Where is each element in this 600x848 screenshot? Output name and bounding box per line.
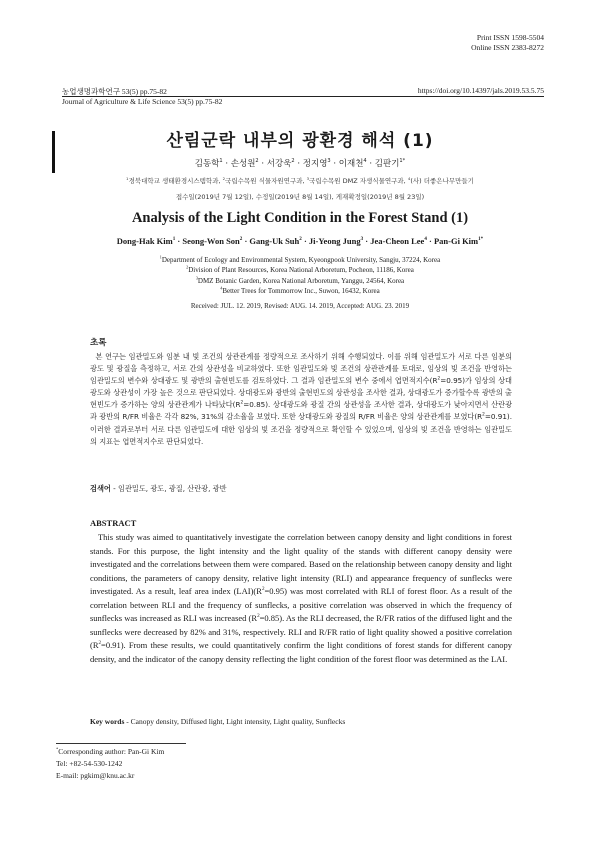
author-superscript: 2 xyxy=(291,158,295,165)
author-superscript: 1* xyxy=(478,236,484,243)
author-name: Jea-Cheon Lee xyxy=(370,236,425,246)
superscript: 2 xyxy=(261,586,265,593)
affiliation-number: 1 xyxy=(126,175,129,181)
author-superscript: 1 xyxy=(172,236,176,243)
affiliation-text: 국립수목원 식물자원연구과, xyxy=(225,177,307,185)
english-affiliations xyxy=(0,255,600,296)
author-name: 서강욱 xyxy=(266,159,292,169)
author-superscript: 2 xyxy=(239,236,243,243)
keywords-text: - Canopy density, Diffused light, Light intensity, Light quality, Sunflecks xyxy=(124,717,346,726)
author-superscript: 2 xyxy=(299,236,302,243)
keywords-text: - 임관밀도, 광도, 광질, 산란광, 광반 xyxy=(110,484,227,493)
author-name: Seong-Won Son xyxy=(182,236,240,246)
author-separator: · xyxy=(297,159,301,169)
superscript: 2 xyxy=(482,413,485,419)
author-name: Gang-Uk Suh xyxy=(249,236,300,246)
affiliation-number: 1 xyxy=(159,254,162,260)
affiliation-line xyxy=(0,255,600,265)
affiliation-number: 2 xyxy=(222,175,226,181)
footnote-author: Corresponding author: Pan-Gi Kim xyxy=(58,747,165,756)
author-superscript: 2 xyxy=(255,158,259,165)
affiliation-text: DMZ Botanic Garden, Korea National Arboretum, Yanggu, 24564, Korea xyxy=(197,276,405,285)
keywords-label: 검색어 xyxy=(90,484,111,493)
issn-block xyxy=(471,33,544,53)
abstract-text: =0.85). As the RLI decreased, the R/FR ratios of the diffused light and the sunflecks were decreased by 82% and 31%, respectively. RLI and R/FR ratio of light quality showed a positive correlation (R xyxy=(90,613,512,650)
affiliation-number: 4 xyxy=(220,285,223,291)
author-superscript: 1* xyxy=(399,158,406,165)
abstract-text: =0.95)가 임상의 상대광도와 상관성이 가장 높은 것으로 판단되었다. 상대광도와 광반의 출현빈도의 상관성을 조사한 결과, 상대광도가 증가할수록 광반의 출현빈도가 증가하는 양의 상관관계가 나타났다(R xyxy=(90,376,512,410)
korean-dates: 접수일(2019년 7월 12일), 수정일(2019년 8월 14일), 게재확정일(2019년 8월 23일) xyxy=(175,193,425,201)
footnote-rule xyxy=(56,743,186,744)
author-name: 손성원 xyxy=(230,159,256,169)
online-issn: Online ISSN 2383-8272 xyxy=(471,43,544,52)
author-separator: · xyxy=(365,236,369,246)
author-name: 김동학 xyxy=(194,159,220,169)
superscript: 2 xyxy=(437,376,441,382)
author-separator: · xyxy=(244,236,248,246)
author-separator: · xyxy=(333,159,337,169)
abstract-text: =0.91). From these results, we could quantitatively confirm the light conditions of forest stands for different canopy density, and the indicator of the canopy density reflecting the light condition of the forest floor was determined as the LAI. xyxy=(90,640,512,664)
author-separator: · xyxy=(369,159,373,169)
superscript: 2 xyxy=(240,400,244,406)
author-separator: · xyxy=(429,236,432,246)
affiliation-text: Department of Ecology and Environmental System, Kyeongpook University, Sangju, 37224, Korea xyxy=(161,256,441,264)
author-superscript: 3 xyxy=(360,236,364,243)
english-abstract-body xyxy=(90,531,512,666)
author-name: 이재천 xyxy=(338,159,364,169)
affiliation-number: 4 xyxy=(407,175,411,181)
affiliation-number: 2 xyxy=(186,264,189,270)
keywords-label: Key words xyxy=(90,717,125,726)
affiliation-line xyxy=(0,286,600,296)
english-abstract-heading: ABSTRACT xyxy=(90,518,137,528)
author-separator: · xyxy=(225,159,229,169)
author-name: 정지영 xyxy=(302,159,328,169)
korean-authors xyxy=(0,157,600,169)
affiliation-line xyxy=(0,276,600,286)
affiliation-text: (사) 더좋은나무만들기 xyxy=(410,177,474,185)
english-dates: Received: JUL. 12. 2019, Revised: AUG. 14. 2019, Accepted: AUG. 23. 2019 xyxy=(190,302,410,310)
author-name: 김판기 xyxy=(374,159,400,169)
affiliation-text: Better Trees for Tommorrow Inc., Suwon, 16432, Korea xyxy=(222,286,380,295)
english-keywords xyxy=(90,717,345,726)
author-separator: · xyxy=(177,236,181,246)
korean-title: 산림군락 내부의 광환경 해석 (1) xyxy=(166,131,434,151)
affiliation-text: Division of Plant Resources, Korea National Arboretum, Pocheon, 11186, Korea xyxy=(188,266,414,275)
korean-affiliations xyxy=(0,176,600,185)
author-separator: · xyxy=(303,236,307,246)
abstract-text: =0.91). 이러한 결과로부터 서로 다른 임관밀도에 대한 임상의 빛 조건을 정량적으로 확인할 수 있었으며, 임상의 빛 조건을 반영하는 임관밀도의 지표는 엽면적지수로 판단되었다. xyxy=(90,412,512,446)
author-superscript: 4 xyxy=(363,158,367,165)
affiliation-number: 3 xyxy=(195,275,198,281)
superscript: 2 xyxy=(98,640,102,647)
abstract-text: This study was aimed to quantitatively investigate the correlation between canopy density and light conditions in forest stands. For this purpose, the light intensity and the light quality of the stands with different canopy density were investigated and the correlations between them were compared. Based on the relationship between canopy density and light conditions, the parameters of canopy density, relative light intensity (RLI) and appearance frequency of sunflecks were investigated. As a result, leaf area index (LAI)(R xyxy=(90,532,512,596)
author-separator: · xyxy=(261,159,265,169)
korean-keywords xyxy=(90,484,227,494)
korean-abstract-heading: 초록 xyxy=(90,338,107,348)
author-name: Pan-Gi Kim xyxy=(433,236,479,246)
abstract-text: =0.95) was most correlated with RLI of forest floor. As a result of the correlation between RLI and the frequency of sunflecks, a positive correlation was observed in which the frequency of sunflecks was increased as RLI was increased (R xyxy=(90,586,512,623)
footnote xyxy=(56,746,164,782)
abstract-text: =0.85). 상대광도와 광질 간의 상관성을 조사한 결과, 상대광도가 낮아지면서 산란광과 광반의 R/FR 비율은 각각 82%, 31%의 감소율을 보였다. 또한 상대광도와 광질의 R/FR 비율은 양의 상관관계를 보였다(R xyxy=(90,400,513,422)
footnote-tel: Tel: +82-54-530-1242 xyxy=(56,759,123,768)
author-superscript: 3 xyxy=(327,158,331,165)
affiliation-number: 3 xyxy=(306,175,310,181)
author-superscript: 1 xyxy=(219,158,223,165)
print-issn: Print ISSN 1598-5504 xyxy=(476,33,544,42)
corresponding-author xyxy=(56,746,164,758)
author-name: Dong-Hak Kim xyxy=(116,236,173,246)
english-journal-citation: Journal of Agriculture & Life Science 53(5) pp.75-82 xyxy=(62,97,223,106)
author-superscript: 4 xyxy=(424,236,427,243)
author-name: Ji-Yeong Jung xyxy=(308,236,361,246)
korean-journal-citation: 농업생명과학연구 53(5) pp.75-82 xyxy=(62,87,167,96)
abstract-text: 본 연구는 임관밀도와 임분 내 빛 조건의 상관관계를 정량적으로 조사하기 위해 수행되었다. 이를 위해 임관밀도가 서로 다른 임분의 광도 및 광질을 측정하고, 서로 간의 상관성을 비교하였다. 또한 임관밀도와 빛 조건의 상관관계를 토대로, 임상의 빛 조건을 반영하는 임관밀도의 변수와 상대광도 및 광반의 출현빈도를 검토하였다. 그 결과 임관밀도의 변수 중에서 엽면적지수(R xyxy=(90,352,512,386)
footnote-mark: * xyxy=(56,746,59,752)
english-title: Analysis of the Light Condition in the Forest Stand (1) xyxy=(131,210,469,226)
footnote-email[interactable]: E-mail: pgkim@knu.ac.kr xyxy=(56,771,135,780)
affiliation-line xyxy=(0,265,600,275)
superscript: 2 xyxy=(257,613,260,620)
affiliation-text: 국립수목원 DMZ 자생식물연구과, xyxy=(309,177,408,185)
affiliation-text: 경북대학교 생태환경시스템학과, xyxy=(128,177,223,185)
doi-link[interactable]: https://doi.org/10.14397/jals.2019.53.5.75 xyxy=(417,86,544,95)
korean-abstract-body xyxy=(90,351,512,448)
english-authors xyxy=(0,236,600,246)
